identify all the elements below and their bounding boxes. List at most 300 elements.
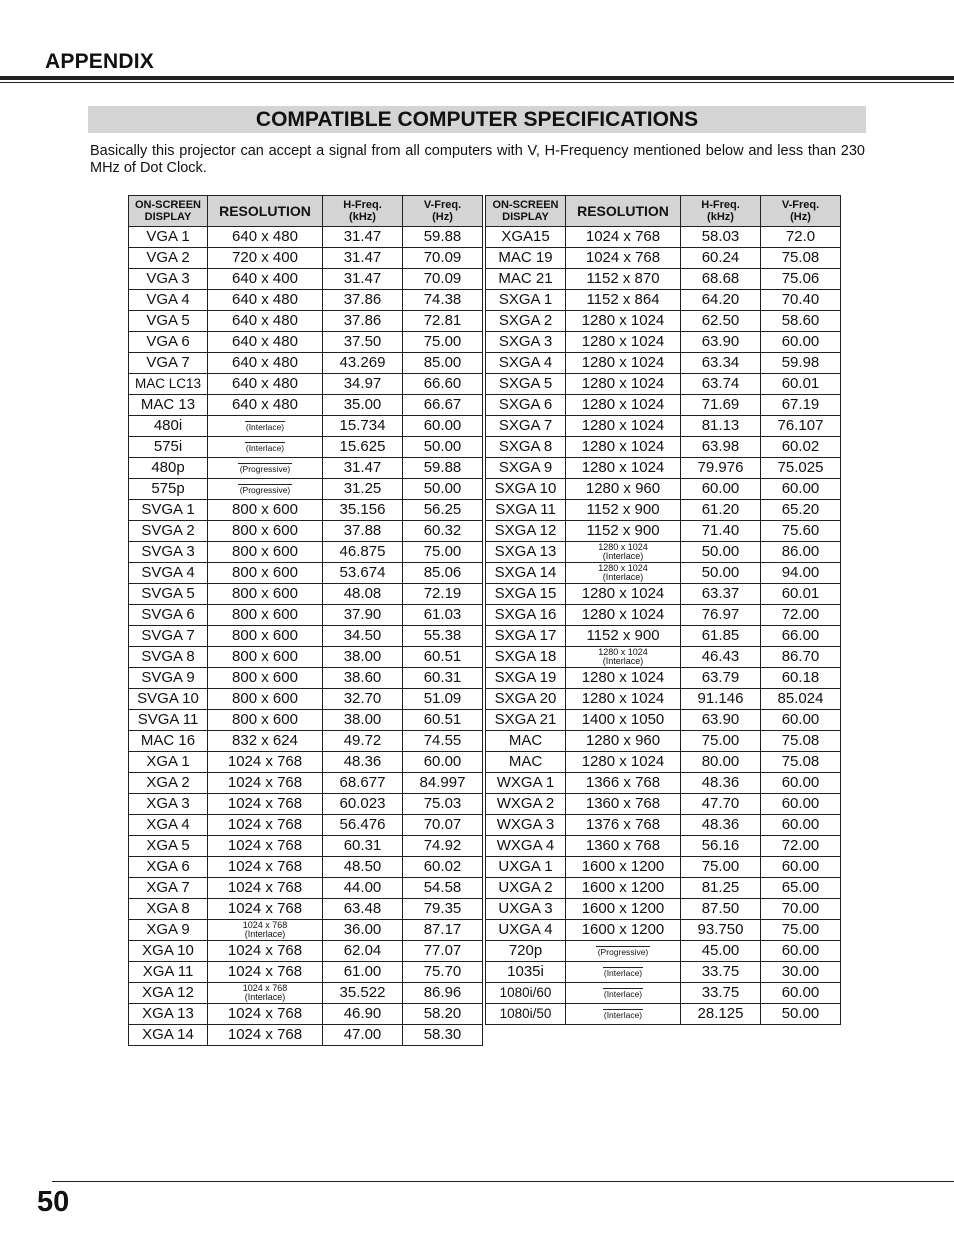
table-row [486,836,841,857]
cell-hfreq: 45.00 [681,941,761,962]
cell-resolution: 1024 x 768 [208,1004,323,1025]
cell-resolution [208,437,323,458]
cell-resolution: 1280 x 960 [566,479,681,500]
header-rule-thick [0,76,954,80]
table-row [129,899,483,920]
cell-hfreq: 38.00 [323,647,403,668]
cell-hfreq: 49.72 [323,731,403,752]
cell-hfreq: 56.16 [681,836,761,857]
cell-resolution: 1600 x 1200 [566,878,681,899]
scan-mode-note: (Progressive) [597,946,649,957]
table-row [486,1004,841,1025]
cell-resolution: 800 x 600 [208,563,323,584]
header-vfreq-line2: (Hz) [432,211,453,223]
cell-hfreq: 35.156 [323,500,403,521]
cell-hfreq: 91.146 [681,689,761,710]
cell-resolution [208,479,323,500]
cell-vfreq: 72.19 [403,584,483,605]
table-row [486,941,841,962]
scan-mode-note: (Interlace) [245,421,285,432]
cell-hfreq: 87.50 [681,899,761,920]
cell-display: SXGA 21 [486,710,566,731]
spec-table-right-body [486,227,841,1025]
cell-vfreq: 85.06 [403,563,483,584]
table-row [486,458,841,479]
table-row [129,962,483,983]
cell-resolution: 832 x 624 [208,731,323,752]
cell-display: WXGA 1 [486,773,566,794]
table-row [129,1025,483,1046]
table-row [486,332,841,353]
cell-vfreq: 60.00 [761,332,841,353]
cell-vfreq: 55.38 [403,626,483,647]
cell-display: SXGA 7 [486,416,566,437]
table-row [129,731,483,752]
cell-hfreq: 79.976 [681,458,761,479]
cell-vfreq: 60.18 [761,668,841,689]
cell-display: 480p [129,458,208,479]
cell-hfreq: 60.023 [323,794,403,815]
cell-resolution: 800 x 600 [208,689,323,710]
cell-hfreq: 32.70 [323,689,403,710]
cell-display: 480i [129,416,208,437]
cell-resolution: 1152 x 900 [566,521,681,542]
resolution-line: 1024 x 768 [242,983,288,993]
cell-hfreq: 61.85 [681,626,761,647]
cell-hfreq: 34.50 [323,626,403,647]
cell-vfreq: 86.00 [761,542,841,563]
cell-resolution: 1024 x 768 [208,857,323,878]
cell-resolution: 640 x 400 [208,269,323,290]
cell-display: WXGA 2 [486,794,566,815]
header-vfreq-line1: V-Freq. [781,199,820,211]
cell-vfreq: 75.70 [403,962,483,983]
cell-resolution: 1024 x 768 [208,836,323,857]
cell-vfreq: 61.03 [403,605,483,626]
cell-resolution: 1280 x 1024 [566,437,681,458]
cell-resolution: 800 x 600 [208,647,323,668]
cell-display: VGA 4 [129,290,208,311]
table-row [486,269,841,290]
cell-resolution: 1024 x 768 [566,248,681,269]
cell-resolution: 1024 x 768 [566,227,681,248]
table-row [129,563,483,584]
cell-resolution: 1024 x 768 [208,941,323,962]
cell-resolution: 1360 x 768 [566,836,681,857]
cell-resolution: 1280 x 1024 [566,311,681,332]
table-row [129,794,483,815]
table-row [486,878,841,899]
spec-table-right [485,195,841,1025]
cell-display: SXGA 1 [486,290,566,311]
cell-hfreq: 63.74 [681,374,761,395]
scan-mode-note: (Interlace) [244,929,286,939]
cell-vfreq: 75.06 [761,269,841,290]
cell-hfreq: 46.43 [681,647,761,668]
cell-resolution [208,920,323,941]
cell-display: VGA 7 [129,353,208,374]
cell-hfreq: 38.60 [323,668,403,689]
cell-display: SVGA 7 [129,626,208,647]
table-row [486,731,841,752]
cell-display: SXGA 14 [486,563,566,584]
table-row [486,248,841,269]
cell-hfreq: 80.00 [681,752,761,773]
cell-vfreq: 59.88 [403,227,483,248]
cell-display: UXGA 2 [486,878,566,899]
cell-resolution: 640 x 480 [208,353,323,374]
table-row [486,353,841,374]
cell-resolution: 800 x 600 [208,584,323,605]
cell-vfreq: 54.58 [403,878,483,899]
scan-mode-note: (Interlace) [244,992,286,1002]
cell-vfreq: 72.00 [761,836,841,857]
table-row [129,941,483,962]
table-row [129,1004,483,1025]
cell-hfreq: 46.875 [323,542,403,563]
table-row [486,584,841,605]
cell-display: SVGA 1 [129,500,208,521]
cell-display: MAC 16 [129,731,208,752]
cell-hfreq: 48.36 [323,752,403,773]
cell-display: SXGA 5 [486,374,566,395]
cell-resolution: 1376 x 768 [566,815,681,836]
cell-vfreq: 60.51 [403,710,483,731]
cell-display: SXGA 4 [486,353,566,374]
cell-display: VGA 1 [129,227,208,248]
cell-vfreq: 86.70 [761,647,841,668]
table-row [129,584,483,605]
cell-vfreq: 72.00 [761,605,841,626]
cell-display: SXGA 2 [486,311,566,332]
cell-vfreq: 60.00 [761,773,841,794]
cell-display: XGA 13 [129,1004,208,1025]
cell-vfreq: 60.00 [761,941,841,962]
cell-resolution [566,962,681,983]
table-row [486,479,841,500]
cell-vfreq: 75.00 [403,542,483,563]
resolution-line: 1280 x 1024 [598,563,648,573]
cell-hfreq: 48.08 [323,584,403,605]
cell-resolution: 1280 x 1024 [566,395,681,416]
cell-display: SVGA 4 [129,563,208,584]
cell-vfreq: 75.00 [761,920,841,941]
cell-vfreq: 51.09 [403,689,483,710]
table-row [486,983,841,1004]
cell-display: 1035i [486,962,566,983]
table-row [486,815,841,836]
table-row [486,395,841,416]
cell-display: 720p [486,941,566,962]
cell-resolution: 800 x 600 [208,542,323,563]
cell-display: MAC 21 [486,269,566,290]
cell-vfreq: 59.98 [761,353,841,374]
cell-resolution: 640 x 480 [208,290,323,311]
cell-vfreq: 50.00 [403,437,483,458]
cell-vfreq: 60.02 [761,437,841,458]
cell-resolution: 640 x 480 [208,374,323,395]
table-row [129,248,483,269]
cell-vfreq: 87.17 [403,920,483,941]
table-row [486,710,841,731]
cell-vfreq: 60.51 [403,647,483,668]
cell-display: MAC LC13 [129,374,208,395]
scan-mode-note: (Progressive) [239,484,291,495]
cell-vfreq: 70.00 [761,899,841,920]
cell-vfreq: 74.55 [403,731,483,752]
section-title: APPENDIX [45,50,154,73]
table-row [486,521,841,542]
cell-display: SVGA 11 [129,710,208,731]
cell-resolution: 640 x 480 [208,311,323,332]
cell-resolution [566,542,681,563]
intro-paragraph: Basically this projector can accept a signal from all computers with V, H-Frequency mentioned below and less than 230 MHz of Dot Clock. [90,143,865,176]
cell-display: 575i [129,437,208,458]
cell-resolution [566,983,681,1004]
cell-hfreq: 68.677 [323,773,403,794]
table-row [486,290,841,311]
cell-vfreq: 66.00 [761,626,841,647]
cell-resolution [566,1004,681,1025]
cell-vfreq: 75.08 [761,752,841,773]
cell-vfreq: 74.38 [403,290,483,311]
cell-hfreq: 44.00 [323,878,403,899]
cell-resolution: 640 x 480 [208,332,323,353]
cell-resolution: 1280 x 1024 [566,416,681,437]
cell-hfreq: 63.79 [681,668,761,689]
cell-resolution: 1600 x 1200 [566,899,681,920]
cell-display: XGA 1 [129,752,208,773]
cell-resolution [566,563,681,584]
cell-hfreq: 15.625 [323,437,403,458]
table-row [486,416,841,437]
spec-table-left-body [129,227,483,1046]
cell-hfreq: 47.00 [323,1025,403,1046]
resolution-line: 1280 x 1024 [598,542,648,552]
table-row [129,353,483,374]
cell-hfreq: 48.50 [323,857,403,878]
cell-vfreq: 75.08 [761,248,841,269]
header-vfreq [403,196,483,227]
table-row [129,332,483,353]
cell-vfreq: 50.00 [761,1004,841,1025]
cell-hfreq: 63.34 [681,353,761,374]
table-row [129,395,483,416]
cell-hfreq: 68.68 [681,269,761,290]
cell-hfreq: 37.88 [323,521,403,542]
cell-hfreq: 64.20 [681,290,761,311]
cell-resolution: 1024 x 768 [208,878,323,899]
scan-mode-note: (Interlace) [245,442,285,453]
scan-mode-note: (Interlace) [603,1009,643,1020]
cell-hfreq: 60.31 [323,836,403,857]
table-row [486,962,841,983]
cell-vfreq: 66.67 [403,395,483,416]
cell-vfreq: 75.025 [761,458,841,479]
cell-display: SVGA 6 [129,605,208,626]
table-row [486,437,841,458]
table-row [486,311,841,332]
table-row [129,689,483,710]
cell-display: SXGA 12 [486,521,566,542]
table-row [129,416,483,437]
header-hfreq-line1: H-Freq. [701,199,740,211]
table-row [486,920,841,941]
cell-resolution: 1152 x 870 [566,269,681,290]
cell-display: SVGA 9 [129,668,208,689]
cell-vfreq: 60.00 [403,416,483,437]
cell-hfreq: 36.00 [323,920,403,941]
cell-hfreq: 81.13 [681,416,761,437]
cell-hfreq: 35.00 [323,395,403,416]
cell-vfreq: 67.19 [761,395,841,416]
cell-resolution: 720 x 400 [208,248,323,269]
cell-display: MAC [486,752,566,773]
cell-resolution: 1600 x 1200 [566,920,681,941]
cell-resolution: 800 x 600 [208,521,323,542]
cell-display: SXGA 10 [486,479,566,500]
scan-mode-note: (Interlace) [603,967,643,978]
cell-display: SXGA 17 [486,626,566,647]
cell-hfreq: 63.48 [323,899,403,920]
cell-resolution: 1400 x 1050 [566,710,681,731]
cell-display: SXGA 18 [486,647,566,668]
cell-hfreq: 63.37 [681,584,761,605]
cell-vfreq: 70.09 [403,248,483,269]
cell-hfreq: 61.20 [681,500,761,521]
cell-vfreq: 72.81 [403,311,483,332]
cell-resolution [208,458,323,479]
cell-resolution: 1280 x 1024 [566,752,681,773]
cell-display: XGA 12 [129,983,208,1004]
cell-resolution: 800 x 600 [208,605,323,626]
cell-vfreq: 60.02 [403,857,483,878]
cell-hfreq: 63.90 [681,710,761,731]
table-row [129,920,483,941]
cell-display: XGA 9 [129,920,208,941]
table-header-row [129,196,483,227]
cell-hfreq: 76.97 [681,605,761,626]
cell-display: XGA 4 [129,815,208,836]
cell-resolution: 1600 x 1200 [566,857,681,878]
cell-display: SXGA 8 [486,437,566,458]
cell-resolution: 1024 x 768 [208,752,323,773]
cell-vfreq: 86.96 [403,983,483,1004]
cell-display: XGA15 [486,227,566,248]
cell-hfreq: 50.00 [681,563,761,584]
cell-display: VGA 6 [129,332,208,353]
cell-display: XGA 14 [129,1025,208,1046]
cell-vfreq: 76.107 [761,416,841,437]
page-number: 50 [37,1186,70,1218]
table-row [486,500,841,521]
cell-vfreq: 70.09 [403,269,483,290]
scan-mode-note: (Progressive) [239,463,291,474]
cell-hfreq: 71.40 [681,521,761,542]
table-row [129,605,483,626]
cell-resolution: 1152 x 900 [566,500,681,521]
table-row [486,626,841,647]
cell-display: SXGA 19 [486,668,566,689]
cell-resolution: 1024 x 768 [208,794,323,815]
cell-resolution: 1024 x 768 [208,899,323,920]
cell-resolution: 1280 x 1024 [566,332,681,353]
cell-hfreq: 28.125 [681,1004,761,1025]
cell-hfreq: 37.50 [323,332,403,353]
cell-hfreq: 33.75 [681,962,761,983]
header-hfreq [681,196,761,227]
cell-vfreq: 72.0 [761,227,841,248]
cell-vfreq: 65.20 [761,500,841,521]
table-header-row [486,196,841,227]
table-row [129,479,483,500]
cell-resolution: 1280 x 1024 [566,458,681,479]
cell-hfreq: 48.36 [681,815,761,836]
cell-resolution: 1024 x 768 [208,962,323,983]
table-row [486,689,841,710]
scan-mode-note: (Interlace) [603,988,643,999]
cell-vfreq: 60.00 [761,794,841,815]
cell-resolution: 1280 x 1024 [566,353,681,374]
cell-display: 575p [129,479,208,500]
cell-hfreq: 62.50 [681,311,761,332]
table-row [129,290,483,311]
table-row [486,647,841,668]
table-row [486,374,841,395]
cell-resolution: 800 x 600 [208,710,323,731]
cell-display: XGA 7 [129,878,208,899]
header-display-line2: DISPLAY [144,211,192,223]
cell-vfreq: 50.00 [403,479,483,500]
cell-resolution: 800 x 600 [208,626,323,647]
cell-resolution: 1024 x 768 [208,815,323,836]
scan-mode-note: (Interlace) [602,572,644,582]
cell-hfreq: 34.97 [323,374,403,395]
cell-hfreq: 63.98 [681,437,761,458]
cell-vfreq: 60.00 [761,983,841,1004]
cell-vfreq: 56.25 [403,500,483,521]
table-row [486,668,841,689]
cell-resolution: 1280 x 960 [566,731,681,752]
cell-resolution: 1280 x 1024 [566,605,681,626]
cell-display: SXGA 11 [486,500,566,521]
cell-display: SXGA 6 [486,395,566,416]
header-resolution: RESOLUTION [566,196,681,227]
cell-vfreq: 60.01 [761,584,841,605]
cell-display: UXGA 4 [486,920,566,941]
header-display [129,196,208,227]
cell-hfreq: 37.90 [323,605,403,626]
table-row [129,521,483,542]
table-row [486,752,841,773]
cell-vfreq: 60.31 [403,668,483,689]
cell-hfreq: 37.86 [323,311,403,332]
header-vfreq-line2: (Hz) [790,211,811,223]
cell-hfreq: 75.00 [681,857,761,878]
table-row [486,542,841,563]
cell-display: 1080i/50 [486,1004,566,1025]
table-row [129,626,483,647]
cell-resolution: 640 x 480 [208,227,323,248]
cell-resolution: 1280 x 1024 [566,584,681,605]
table-row [129,668,483,689]
header-hfreq-line2: (kHz) [707,211,734,223]
table-row [129,500,483,521]
table-row [486,794,841,815]
cell-hfreq: 71.69 [681,395,761,416]
cell-vfreq: 60.00 [761,857,841,878]
header-display-line1: ON-SCREEN [134,199,201,211]
